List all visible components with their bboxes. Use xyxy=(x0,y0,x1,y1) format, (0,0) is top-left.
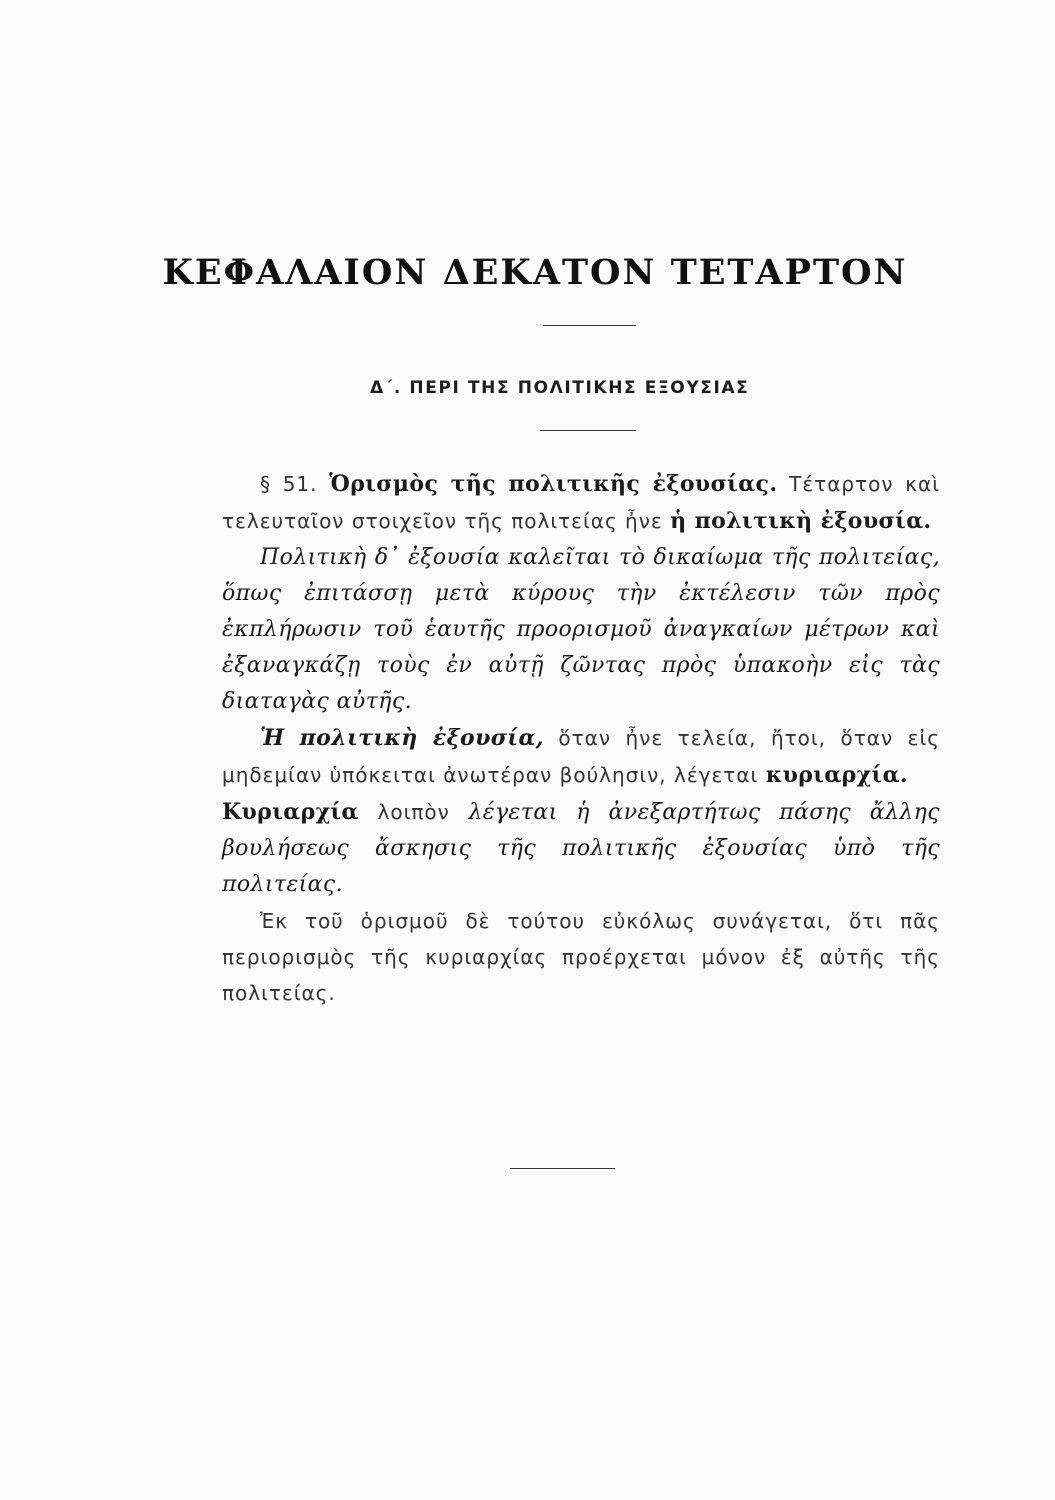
paragraph-sovereignty-2 xyxy=(222,794,940,903)
divider-rule-top xyxy=(543,325,636,326)
divider-rule-middle xyxy=(540,430,636,431)
paragraph-sovereignty xyxy=(222,720,940,794)
paragraph-sovereignty-2-word: λοιπὸν xyxy=(377,800,450,824)
paragraph-conclusion-text: Ἐκ τοῦ ὁρισμοῦ δὲ τούτου εὐκόλως συνάγεται, ὅτι πᾶς περιορισμὸς τῆς κυριαρχίας προέρχεται μόνον ἐξ αὐτῆς τῆς πολιτείας. xyxy=(222,909,940,1005)
paragraph-sovereignty-text: ὅταν ἦνε τελεία, ἤτοι, ὅταν εἰς μηδεμίαν ὑπόκειται ἀνωτέραν βούλησιν, λέγεται xyxy=(222,726,940,787)
paragraph-51-text: Τέταρτον καὶ τελευταῖον στοιχεῖον τῆς πολιτείας ἦνε xyxy=(222,472,940,533)
divider-rule-bottom xyxy=(510,1168,615,1169)
paragraph-number: § 51. xyxy=(260,472,318,496)
section-heading: Δ΄. ΠΕΡΙ ΤΗΣ ΠΟΛΙΤΙΚΗΣ ΕΞΟΥΣΙΑΣ xyxy=(370,378,750,398)
paragraph-definition-text: Πολιτικὴ δ᾿ ἐξουσία καλεῖται τὸ δικαίωμα τῆς πολιτείας, ὅπως ἐπιτάσσῃ μετὰ κύρους τὴν ἐκτέλεσιν τῶν πρὸς ἐκπλήρωσιν τοῦ ἑαυτῆς προορισμοῦ ἀναγκαίων μέτρων καὶ ἐξαναγκάζῃ τοὺς ἐν αὐτῇ ζῶντας πρὸς ὑπακοὴν εἰς τὰς διαταγὰς αὐτῆς. xyxy=(222,545,940,714)
chapter-title: ΚΕΦΑΛΑΙΟΝ ΔΕΚΑΤΟΝ ΤΕΤΑΡΤΟΝ xyxy=(162,252,908,293)
paragraph-conclusion xyxy=(222,903,940,1011)
paragraph-51-term: ἡ πολιτικὴ ἐξουσία. xyxy=(670,508,932,534)
paragraph-definition xyxy=(222,540,940,720)
paragraph-sovereignty-term: κυριαρχία. xyxy=(765,762,908,788)
body-text xyxy=(222,466,940,1011)
paragraph-sovereignty-lead: Ἡ πολιτικὴ ἐξουσία, xyxy=(260,725,544,751)
paragraph-sovereignty-2-text: λέγεται ἡ ἀνεξαρτήτως πάσης ἄλλης βουλήσεως ἄσκησις τῆς πολιτικῆς ἐξουσίας ὑπὸ τῆς πολιτείας. xyxy=(222,800,940,897)
paragraph-51 xyxy=(222,466,940,540)
paragraph-sovereignty-2-term: Κυριαρχία xyxy=(222,799,359,825)
paragraph-title: Ὁρισμὸς τῆς πολιτικῆς ἐξουσίας. xyxy=(329,471,778,497)
